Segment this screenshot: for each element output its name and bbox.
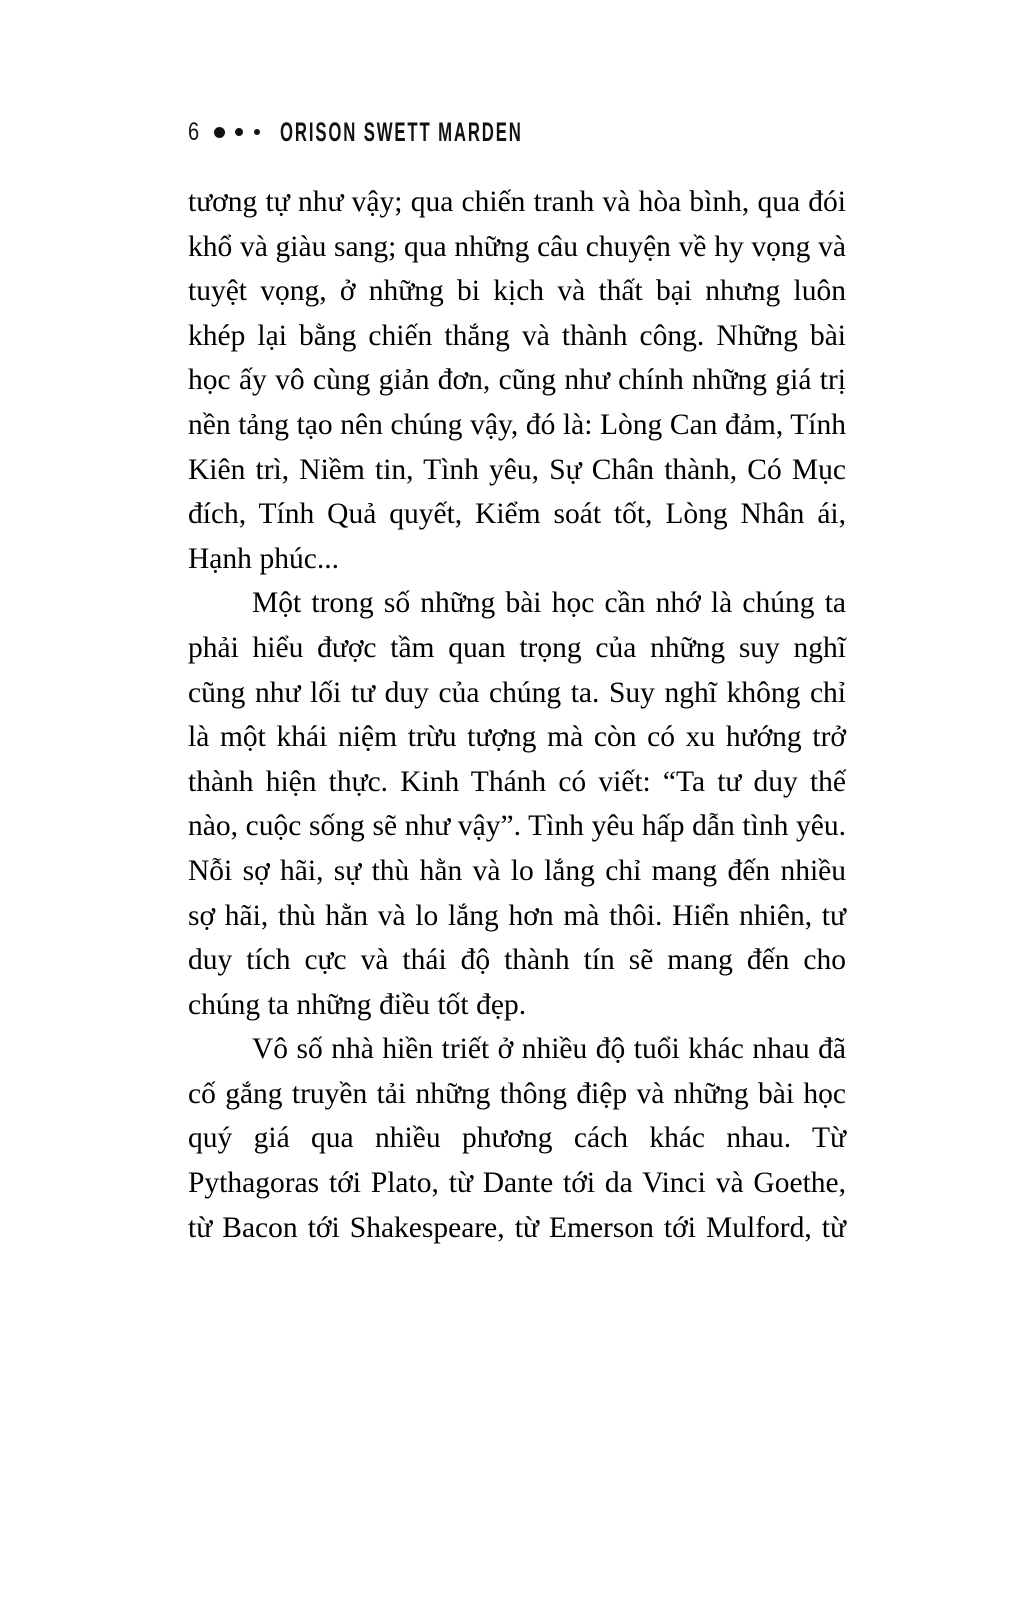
paragraph-3: Vô số nhà hiền triết ở nhiều độ tuổi khác nhau đã cố gắng truyền tải những thông điệp và những bài học quý giá qua nhiều phương cách khác nhau. Từ Pythagoras tới Plato, từ Dante tới da Vinci và Goethe, từ Bacon tới Shakespeare, từ Emerson tới Mulford, từ — [188, 1033, 846, 1244]
dot-medium-icon — [235, 128, 243, 136]
dot-small-icon — [254, 129, 260, 135]
dot-large-icon — [214, 127, 225, 138]
running-header — [188, 114, 848, 150]
body-text-block — [188, 180, 846, 1295]
paragraph-1: tương tự như vậy; qua chiến tranh và hòa bình, qua đói khổ và giàu sang; qua những câu chuyện về hy vọng và tuyệt vọng, ở những bi kịch và thất bại nhưng luôn khép lại bằng chiến thắng và thành công. Những bài học ấy vô cùng giản đơn, cũng như chính những giá trị nền tảng tạo nên chúng vậy, đó là: Lòng Can đảm, Tính Kiên trì, Niềm tin, Tình yêu, Sự Chân thành, Có Mục đích, Tính Quả quyết, Kiểm soát tốt, Lòng Nhân ái, Hạnh phúc... — [188, 186, 846, 575]
three-dots-ornament-icon — [214, 127, 260, 138]
running-header-author: ORISON SWETT MARDEN — [279, 116, 523, 147]
paragraph-2: Một trong số những bài học cần nhớ là chúng ta phải hiểu được tầm quan trọng của những suy nghĩ cũng như lối tư duy của chúng ta. Suy nghĩ không chỉ là một khái niệm trừu tượng mà còn có xu hướng trở thành hiện thực. Kinh Thánh có viết: “Ta tư duy thế nào, cuộc sống sẽ như vậy”. Tình yêu hấp dẫn tình yêu. Nỗi sợ hãi, sự thù hằn và lo lắng chỉ mang đến nhiều sợ hãi, thù hằn và lo lắng hơn mà thôi. Hiển nhiên, tư duy tích cực và thái độ thành tín sẽ mang đến cho chúng ta những điều tốt đẹp. — [188, 587, 846, 1021]
page-number: 6 — [188, 117, 200, 146]
